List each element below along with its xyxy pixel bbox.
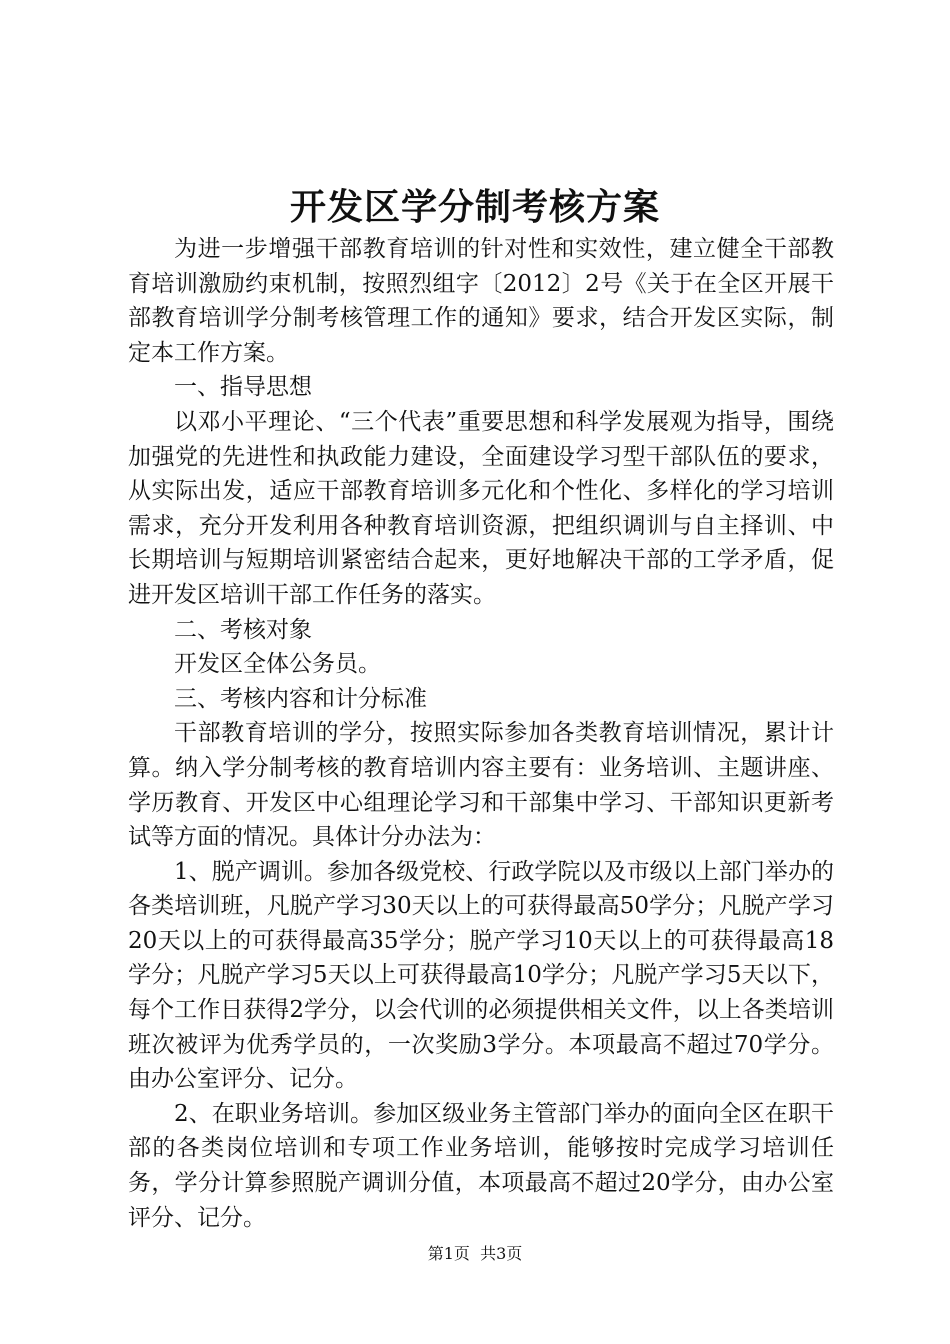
content-and-scoring-paragraph: 干部教育培训的学分，按照实际参加各类教育培训情况，累计计算。纳入学分制考核的教育培训内容主要有：业务培训、主题讲座、学历教育、开发区中心组理论学习和干部集中学习、干部知识更新考试等方面的情况。具体计分办法为： (128, 720, 834, 851)
intro-paragraph: 为进一步增强干部教育培训的针对性和实效性，建立健全干部教育培训激励约束机制，按照烈组字〔2012〕2号《关于在全区开展干部教育培训学分制考核管理工作的通知》要求，结合开发区实际，制定本工作方案。 (128, 236, 834, 366)
item-in-service-training: 2、在职业务培训。参加区级业务主管部门举办的面向全区在职干部的各类岗位培训和专项工作业务培训，能够按时完成学习培训任务，学分计算参照脱产调训分值，本项最高不超过20学分，由办公室评分、记分。 (128, 1100, 834, 1231)
section-heading-assessment-target: 二、考核对象 (174, 616, 312, 643)
page-footer (0, 1244, 950, 1264)
page-number: 第1页 (427, 1244, 470, 1263)
page-total: 共3页 (480, 1244, 523, 1263)
section-heading-content-and-scoring: 三、考核内容和计分标准 (174, 685, 427, 712)
guiding-ideology-paragraph: 以邓小平理论、“三个代表”重要思想和科学发展观为指导，围绕加强党的先进性和执政能力建设，全面建设学习型干部队伍的要求，从实际出发，适应干部教育培训多元化和个性化、多样化的学习培训需求，充分开发利用各种教育培训资源，把组织调训与自主择训、中长期培训与短期培训紧密结合起来，更好地解决干部的工学矛盾，促进开发区培训干部工作任务的落实。 (128, 408, 834, 608)
assessment-target-paragraph: 开发区全体公务员。 (174, 651, 381, 678)
item-full-time-training: 1、脱产调训。参加各级党校、行政学院以及市级以上部门举办的各类培训班，凡脱产学习30天以上的可获得最高50学分；凡脱产学习20天以上的可获得最高35学分；脱产学习10天以上的可获得最高18学分；凡脱产学习5天以上可获得最高10学分；凡脱产学习5天以下，每个工作日获得2学分，以会代训的必须提供相关文件，以上各类培训班次被评为优秀学员的，一次奖励3学分。本项最高不超过70学分。由办公室评分、记分。 (128, 858, 834, 1093)
document-title: 开发区学分制考核方案 (289, 186, 660, 228)
document-body (128, 232, 834, 1235)
section-heading-guiding-ideology: 一、指导思想 (174, 374, 312, 401)
